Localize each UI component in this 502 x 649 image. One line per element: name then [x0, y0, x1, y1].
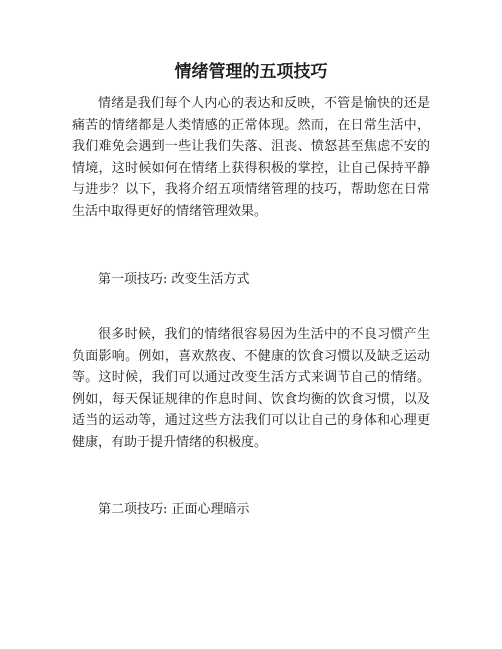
- section-heading-2: 第二项技巧: 正面心理暗示: [98, 502, 250, 517]
- intro-paragraph: 情绪是我们每个人内心的表达和反映，不管是愉快的还是痛苦的情绪都是人类情感的正常体现。然而，在日常生活中，我们难免会遇到一些让我们失落、沮丧、愤怒甚至焦虑不安的情境，这时候如何在情绪上获得积极的掌控，让自己保持平静与进步？以下，我将介绍五项情绪管理的技巧，帮助您在日常生活中取得更好的情绪管理效果。: [72, 96, 430, 219]
- section-paragraph-1: 很多时候，我们的情绪很容易因为生活中的不良习惯产生负面影响。例如，喜欢熬夜、不健康的饮食习惯以及缺乏运动等。这时候，我们可以通过改变生活方式来调节自己的情绪。例如，每天保证规律的作息时间、饮食均衡的饮食习惯，以及适当的运动等，通过这些方法我们可以让自己的身体和心理更健康，有助于提升情绪的积极度。: [72, 327, 430, 450]
- document-title: 情绪管理的五项技巧: [174, 62, 328, 82]
- section-heading-1: 第一项技巧: 改变生活方式: [98, 272, 250, 287]
